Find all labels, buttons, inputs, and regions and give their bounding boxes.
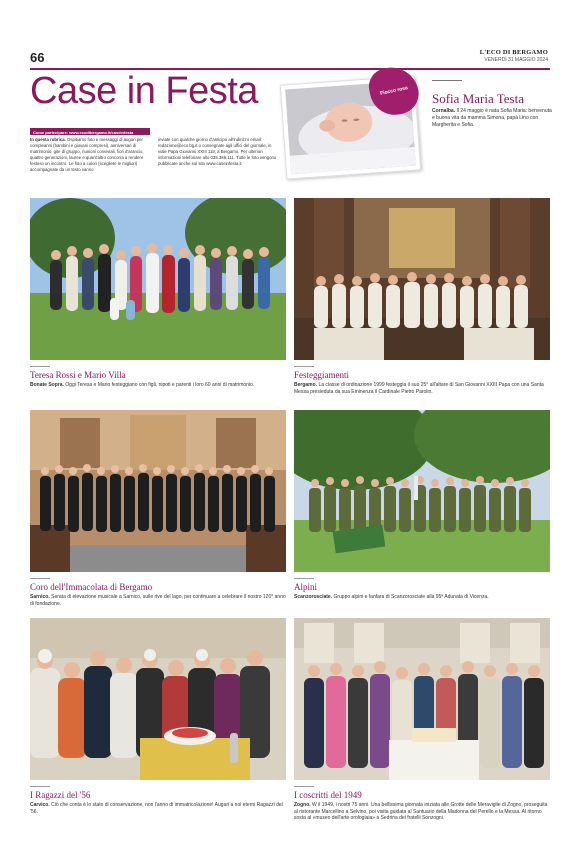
story-title: Alpini — [294, 582, 318, 592]
sofia-caption-text: Il 24 maggio è nata Sofia Maria: benvenuta e buona vita da mamma Simona, papà Lino con Margherita e Sofia. — [432, 108, 552, 128]
intro-column-left — [30, 137, 150, 173]
ragazzi-photo — [30, 618, 286, 780]
story-caption — [294, 594, 550, 601]
masthead — [480, 49, 548, 63]
story-text: W il 1949, i nostri 75 anni. Una bellissima giornata iniziata alle Grotte delle Meraviglie di Zogno, proseguita al ristorante Marcellino a Selvino, poi visita guidata al Santuario della Madonna del Perello e la Messa. Al ritorno sosta al «museo dell'arte orologiaia» a Sedrina dei fratelli Sonzogni. — [294, 802, 548, 821]
intro-left-text: . Ospitiamo foto e messaggi di auguri per compleanni (bambini e giovani compresi), anniversari di matrimonio, gite di gruppo, riunioni conviviali, fiori d'arancio, quattro generazioni, lauree e quant'altro concorra a rendere festoso un incontro. Le foto a colori (scegliete le migliori) accompagnate da un testo vanno — [30, 137, 144, 172]
participation-banner: Come partecipare: www.ecodibergamo.it/caseinfesta — [30, 128, 150, 135]
issue-date: VENERDÌ 31 MAGGIO 2024 — [484, 57, 548, 63]
caption-rule — [30, 578, 50, 579]
story-caption — [30, 802, 286, 815]
story-festeggiamenti — [294, 198, 550, 395]
story-place: Scanzorosciate. — [294, 594, 333, 600]
caption-rule — [294, 578, 314, 579]
story-alpini — [294, 410, 550, 601]
alpini-photo-illustration — [294, 410, 550, 572]
story-caption — [294, 802, 550, 822]
story-place: Zogno. — [294, 802, 311, 808]
story-text: La classe di ordinazione 1999 festeggia il suo 25° all'altare di San Giovanni XXIII Papa con una Santa Messa presieduta da sua Eminenza il Cardinale Pietro Parolin. — [294, 382, 544, 395]
story-place: Bonate Sopra. — [30, 382, 64, 388]
family-group-photo — [30, 198, 286, 360]
choir-photo-illustration — [30, 410, 286, 572]
story-text: Serata di elevazione musicale a Sarnico, sulle rive del lago, per continuare a celebrare il nostro 120° anno di fondazione. — [30, 594, 286, 607]
story-text: Gruppo alpini e fanfara di Scanzorosciate alla 95ª Adunata di Vicenza. — [332, 594, 489, 600]
story-caption — [30, 382, 286, 389]
sofia-rule — [432, 80, 462, 81]
story-title: Festeggiamenti — [294, 370, 349, 380]
ragazzi-photo-illustration — [30, 618, 286, 780]
alpini-photo — [294, 410, 550, 572]
story-title: I coscritti del 1949 — [294, 790, 362, 800]
priests-photo — [294, 198, 550, 360]
coscritti-photo-illustration — [294, 618, 550, 780]
fiocco-rosa-badge: Fiocco rosa — [366, 63, 423, 120]
sofia-place: Cornalba. — [432, 108, 456, 114]
section-title: Case in Festa — [30, 70, 258, 112]
story-teresa-mario — [30, 198, 286, 389]
page-number: 66 — [30, 50, 45, 65]
intro-column-right: inviate con qualche giorno d'anticipo all'indirizzo email: redazione@eco.bg.it o consegnate agli uffici del giornale, in viale Papa Giovanni XXIII 118, a Bergamo. Per ulteriori informazioni telefonare allo 035.386.111. Tutte le foto vengono pubblicate anche sul sito www.caseinfesta.it — [158, 137, 277, 166]
story-title: Coro dell'Immacolata di Bergamo — [30, 582, 153, 592]
story-place: Sarnico. — [30, 594, 50, 600]
story-title: Teresa Rossi e Mario Villa — [30, 370, 126, 380]
caption-rule — [294, 786, 314, 787]
family-photo-illustration — [30, 198, 286, 360]
story-text: Oggi Teresa e Mario festeggiano con figli, nipoti e parenti i loro 60 anni di matrimonio. — [63, 382, 255, 388]
story-caption — [294, 382, 550, 395]
story-coscritti-1949 — [294, 618, 550, 822]
story-title: I Ragazzi del '56 — [30, 790, 91, 800]
story-place: Bergamo. — [294, 382, 318, 388]
sofia-caption — [432, 108, 552, 129]
coscritti-photo — [294, 618, 550, 780]
caption-rule — [294, 366, 314, 367]
story-place: Carvico. — [30, 802, 50, 808]
story-ragazzi-56 — [30, 618, 286, 815]
sofia-headline: Sofia Maria Testa — [432, 91, 524, 106]
story-caption — [30, 594, 286, 607]
caption-rule — [30, 786, 50, 787]
newspaper-name: L'ECO DI BERGAMO — [479, 49, 548, 56]
story-coro-immacolata — [30, 410, 286, 607]
choir-photo — [30, 410, 286, 572]
priests-photo-illustration — [294, 198, 550, 360]
story-text: Ciò che conta è lo stato di conservazione, non l'anno di immatricolazione! Auguri a noi eterni Ragazzi del '56. — [30, 802, 283, 815]
caption-rule — [30, 366, 50, 367]
intro-lead: In questa rubrica — [30, 137, 65, 142]
